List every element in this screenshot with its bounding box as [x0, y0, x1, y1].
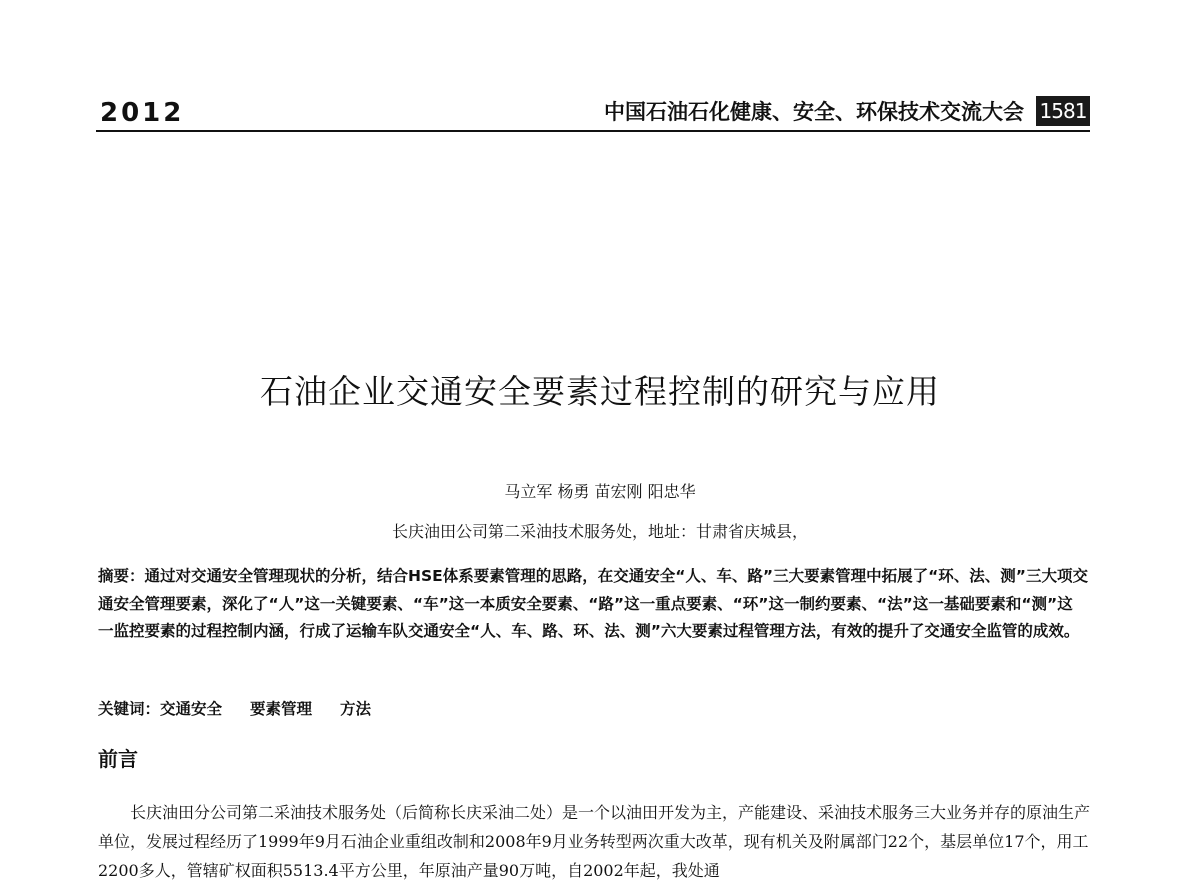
body-paragraph: 长庆油田分公司第二采油技术服务处（后简称长庆采油二处）是一个以油田开发为主，产能建设、采油技术服务三大业务并存的原油生产单位，发展过程经历了1999年9月石油企业重组改制和2008年9月业务转型两次重大改革，现有机关及附属部门22个，基层单位17个，用工2200多人，管辖矿权面积5513.4平方公里，年原油产量90万吨，自2002年起，我处通: [98, 803, 1091, 880]
keywords: [98, 696, 1088, 722]
paper-title: 石油企业交通安全要素过程控制的研究与应用: [260, 372, 940, 411]
header-conference-name: 中国石油石化健康、安全、环保技术交流大会: [604, 100, 1024, 124]
page-number: 1581: [1036, 96, 1090, 126]
keywords-label: 关键词：: [98, 700, 161, 718]
abstract-label: 摘要：: [98, 567, 145, 585]
keyword-item: 方法: [340, 700, 372, 718]
abstract-text: 通过对交通安全管理现状的分析，结合HSE体系要素管理的思路，在交通安全“人、车、路”三大要素管理中拓展了“环、法、测”三大项交通安全管理要素，深化了“人”这一关键要素、“车”这一本质安全要素、“路”这一重点要素、“环”这一制约要素、“法”这一基础要素和“测”这一监控要素的过程控制内涵，行成了运输车队交通安全“人、车、路、环、法、测”六大要素过程管理方法，有效的提升了交通安全监管的成效。: [98, 567, 1088, 640]
section-heading: 前言: [98, 747, 138, 771]
authors: 马立军 杨勇 苗宏刚 阳忠华: [504, 482, 696, 501]
keyword-item: 要素管理: [250, 700, 313, 718]
abstract: [98, 563, 1088, 646]
affiliation: 长庆油田公司第二采油技术服务处，地址：甘肃省庆城县，: [391, 522, 808, 541]
header-year: 2012: [100, 98, 185, 128]
running-header: [96, 94, 1090, 132]
keyword-item: 交通安全: [160, 700, 223, 718]
